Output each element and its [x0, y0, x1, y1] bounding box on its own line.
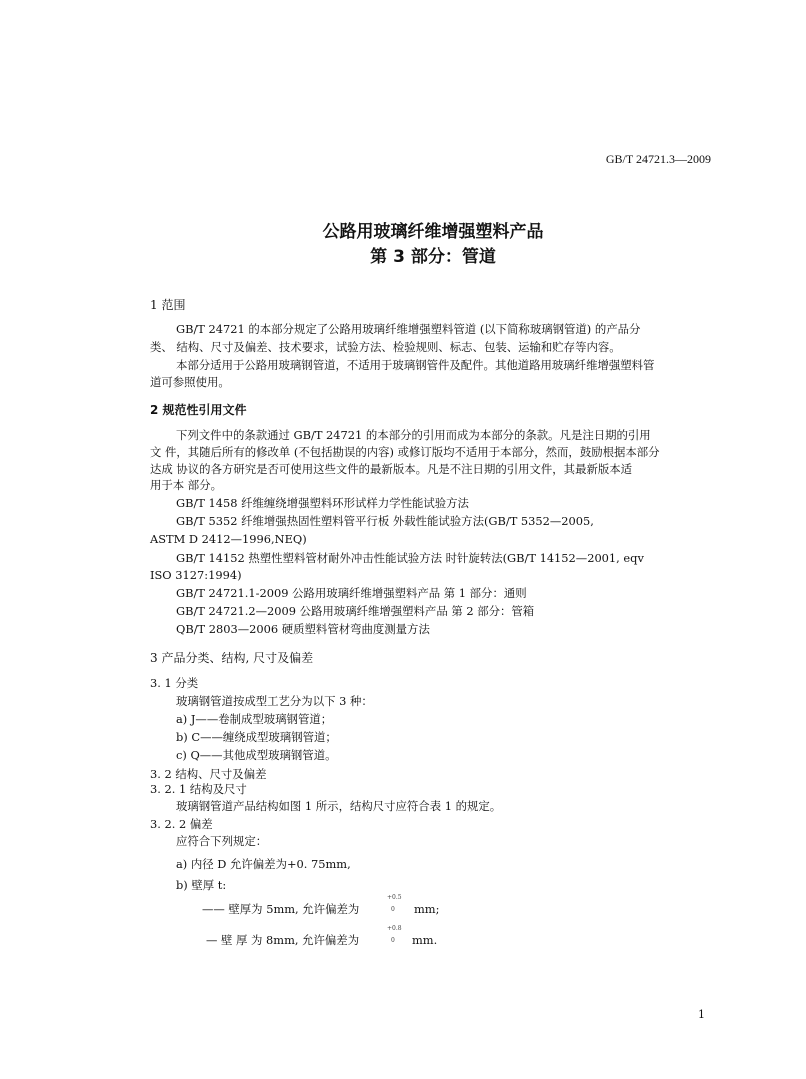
- section-2-paragraph-line-2: 文 件，其随后所有的修改单 (不包括勘误的内容) 或修订版均不适用于本部分，然而，鼓励根据本部分: [150, 445, 660, 459]
- document-title: 公路用玻璃纤维增强塑料产品: [322, 222, 544, 242]
- section-1-heading: 1 范围: [150, 298, 186, 312]
- section-1-paragraph-1-line-1: GB/T 24721 的本部分规定了公路用玻璃纤维增强塑料管道 (以下简称玻璃钢管道) 的产品分: [176, 322, 641, 336]
- subsection-3-2-heading: 3. 2 结构、尺寸及偏差: [150, 767, 267, 781]
- section-1-paragraph-1-line-2: 类、 结构、尺寸及偏差、技术要求，试验方法、检验规则、标志、包装、运输和贮存等内容。: [150, 340, 621, 354]
- subsection-3-2-1-text: 玻璃钢管道产品结构如图 1 所示，结构尺寸应符合表 1 的规定。: [176, 799, 502, 813]
- upper-tolerance-8mm: +0.8: [387, 925, 402, 932]
- section-2-paragraph-line-3: 达成 协议的各方研究是否可使用这些文件的最新版本。凡是不注日期的引用文件，其最新版本适: [150, 462, 633, 476]
- page-number: 1: [698, 1008, 705, 1021]
- wall-thickness-5mm-line: —— 壁厚为 5mm, 允许偏差为: [202, 902, 360, 916]
- subsection-3-2-2-text: 应符合下列规定：: [176, 834, 268, 848]
- lower-tolerance-8mm: 0: [391, 937, 395, 944]
- standard-number: GB/T 24721.3—2009: [605, 152, 711, 166]
- section-1-paragraph-2-line-2: 道可参照使用。: [150, 375, 230, 389]
- tolerance-item-a: a) 内径 D 允许偏差为+0. 75mm,: [176, 857, 351, 871]
- subsection-3-1-heading: 3. 1 分类: [150, 676, 199, 690]
- lower-tolerance-5mm: 0: [391, 906, 395, 913]
- reference-gb-t-14152-cont: ISO 3127:1994): [150, 568, 242, 582]
- section-2-paragraph-line-4: 用于本 部分。: [150, 478, 222, 492]
- reference-gb-t-14152: GB/T 14152 热塑性塑料管材耐外冲击性能试验方法 时针旋转法(GB/T 14152—2001, eqv: [176, 551, 644, 565]
- subsection-3-2-2-heading: 3. 2. 2 偏差: [150, 817, 213, 831]
- reference-gb-t-24721-2: GB/T 24721.2—2009 公路用玻璃纤维增强塑料产品 第 2 部分：管箱: [176, 604, 535, 618]
- tolerance-item-b: b) 壁厚 t:: [176, 878, 227, 892]
- list-item-a: a) J——卷制成型玻璃钢管道；: [176, 712, 333, 726]
- reference-gb-t-5352: GB/T 5352 纤维增强热固性塑料管平行板 外载性能试验方法(GB/T 5352—2005,: [176, 514, 594, 528]
- unit-5mm: mm;: [414, 902, 440, 916]
- section-1-paragraph-2-line-1: 本部分适用于公路用玻璃钢管道，不适用于玻璃钢管件及配件。其他道路用玻璃纤维增强塑料管: [176, 358, 655, 372]
- reference-qb-t-2803: QB/T 2803—2006 硬质塑料管材弯曲度测量方法: [176, 622, 430, 636]
- wall-thickness-8mm-line: — 壁 厚 为 8mm, 允许偏差为: [206, 933, 360, 947]
- list-item-b: b) C——缠绕成型玻璃钢管道；: [176, 730, 337, 744]
- reference-gb-t-5352-cont: ASTM D 2412—1996,NEQ): [150, 532, 307, 546]
- unit-8mm: mm.: [412, 933, 438, 947]
- subsection-3-2-1-heading: 3. 2. 1 结构及尺寸: [150, 782, 247, 796]
- section-2-paragraph-line-1: 下列文件中的条款通过 GB/T 24721 的本部分的引用而成为本部分的条款。凡是注日期的引用: [176, 428, 651, 442]
- document-subtitle: 第 3 部分：管道: [370, 247, 496, 267]
- section-2-heading: 2 规范性引用文件: [150, 403, 247, 417]
- upper-tolerance-5mm: +0.5: [387, 894, 402, 901]
- reference-gb-t-1458: GB/T 1458 纤维缠绕增强塑料环形试样力学性能试验方法: [176, 496, 469, 510]
- section-3-heading: 3 产品分类、结构, 尺寸及偏差: [150, 651, 314, 665]
- subsection-3-1-text: 玻璃钢管道按成型工艺分为以下 3 种：: [176, 694, 373, 708]
- list-item-c: c) Q——其他成型玻璃钢管道。: [176, 748, 337, 762]
- reference-gb-t-24721-1: GB/T 24721.1-2009 公路用玻璃纤维增强塑料产品 第 1 部分：通则: [176, 586, 527, 600]
